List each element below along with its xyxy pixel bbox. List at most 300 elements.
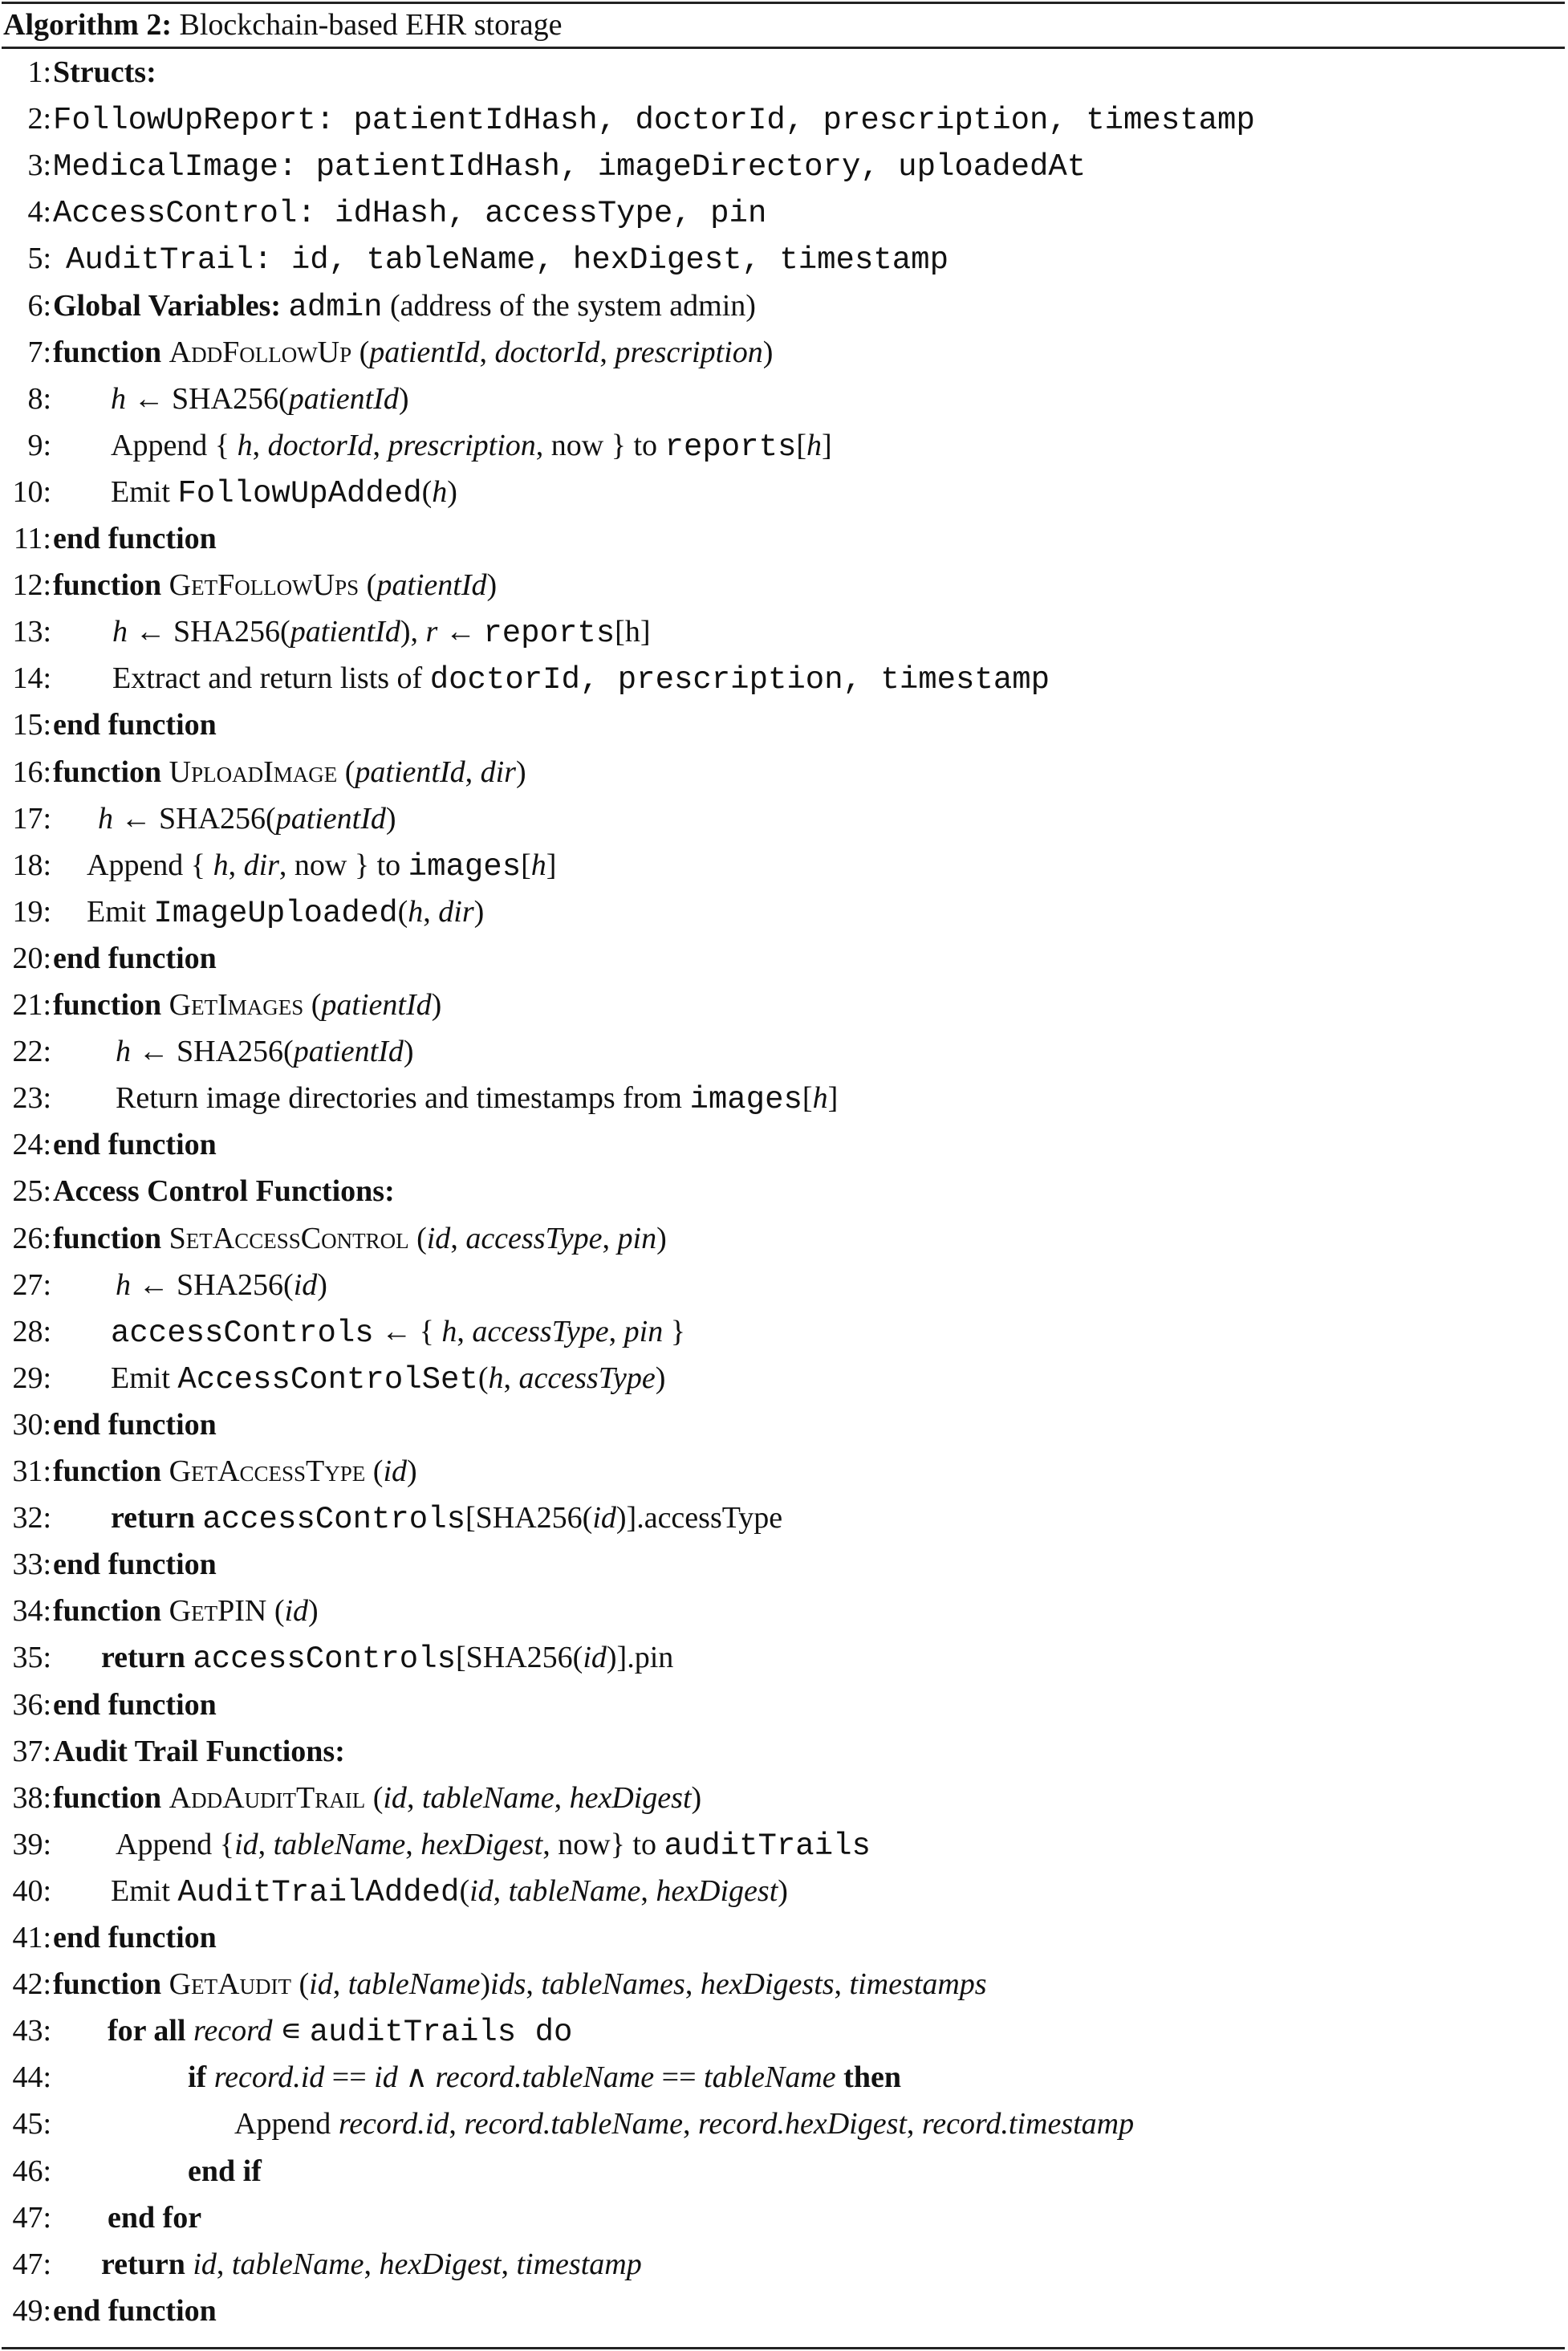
code-token: return bbox=[101, 2247, 193, 2281]
line-number: 40: bbox=[12, 1873, 51, 1908]
code-token: ∧ bbox=[397, 2060, 436, 2095]
code-token: function bbox=[53, 755, 169, 789]
code-token: tableName bbox=[273, 1827, 406, 1861]
code-token: patientId bbox=[376, 568, 487, 603]
code-token: accessControls bbox=[111, 1315, 374, 1351]
line-code bbox=[53, 1168, 395, 1214]
code-token: record.tableName bbox=[435, 2060, 655, 2095]
line-code bbox=[53, 96, 1255, 144]
line-code bbox=[234, 2101, 1134, 2147]
line-number: 15: bbox=[12, 708, 51, 742]
code-token: ) bbox=[431, 988, 442, 1022]
code-token: ) bbox=[385, 801, 396, 836]
code-token: accessType bbox=[465, 1221, 603, 1255]
line-number: 21: bbox=[12, 988, 51, 1022]
line-code bbox=[53, 515, 217, 562]
code-token: ) bbox=[691, 1780, 702, 1815]
code-token: , bbox=[465, 755, 481, 789]
code-token: , bbox=[501, 2247, 517, 2281]
code-token: ] bbox=[827, 1081, 839, 1116]
code-token: FollowUpReport: patientIdHash, doctorId, prescription, timestamp bbox=[53, 103, 1255, 139]
code-token: Emit bbox=[111, 474, 178, 509]
code-token: ImageUploaded bbox=[153, 895, 398, 931]
code-token: GetAccessType bbox=[169, 1454, 366, 1488]
algorithm-title bbox=[3, 3, 563, 47]
code-token: ← { bbox=[373, 1314, 442, 1348]
code-token: end function bbox=[53, 522, 217, 555]
line-number: 43: bbox=[12, 2014, 51, 2048]
line-number: 37: bbox=[12, 1734, 51, 1768]
code-token: end function bbox=[53, 1548, 217, 1582]
code-token: images bbox=[408, 848, 522, 885]
code-token: ← SHA256( bbox=[128, 615, 290, 649]
code-token: timestamps bbox=[849, 1967, 987, 2002]
line-number: 9: bbox=[27, 428, 51, 462]
line-number: 46: bbox=[12, 2154, 51, 2188]
code-token: ( bbox=[351, 335, 370, 369]
code-token: ( bbox=[365, 1780, 384, 1815]
code-token: record.id bbox=[213, 2060, 325, 2095]
code-token: , bbox=[332, 1967, 348, 2002]
line-number: 49: bbox=[12, 2293, 51, 2328]
line-number: 34: bbox=[12, 1594, 51, 1629]
line-code bbox=[53, 1682, 217, 1728]
line-code bbox=[53, 1215, 667, 1262]
code-token: ( bbox=[266, 1594, 285, 1629]
code-token: doctorId bbox=[494, 335, 600, 369]
code-token: ) bbox=[515, 755, 526, 789]
code-token: end function bbox=[53, 2293, 217, 2328]
code-token: Emit bbox=[111, 1361, 178, 1395]
code-token: , bbox=[479, 335, 495, 369]
code-token: )].pin bbox=[606, 1641, 674, 1675]
code-token: [ bbox=[796, 428, 807, 462]
code-token: AuditTrail: id, tableName, hexDigest, timestamp bbox=[66, 242, 949, 279]
code-token: Return image directories and timestamps from bbox=[116, 1081, 690, 1116]
code-token: hexDigest bbox=[656, 1873, 778, 1908]
code-token: h bbox=[812, 1081, 828, 1116]
code-token: Append bbox=[234, 2107, 339, 2142]
code-token: ) bbox=[398, 381, 409, 416]
code-token: Extract and return lists of bbox=[112, 661, 430, 696]
code-token: , bbox=[450, 1221, 466, 1255]
line-code bbox=[53, 935, 217, 982]
code-token: , bbox=[599, 335, 615, 369]
code-token: , bbox=[228, 848, 244, 882]
line-code bbox=[66, 235, 949, 283]
line-number: 22: bbox=[12, 1035, 51, 1069]
line-number: 47: bbox=[12, 2247, 51, 2281]
line-code bbox=[53, 1121, 217, 1168]
code-token: h bbox=[111, 381, 126, 416]
code-token: AccessControl: idHash, accessType, pin bbox=[53, 196, 767, 232]
code-token: end function bbox=[53, 941, 217, 975]
line-code bbox=[112, 655, 1050, 703]
code-token: return bbox=[101, 1641, 193, 1675]
code-token: ) bbox=[317, 1267, 327, 1302]
code-token: GetPIN bbox=[169, 1594, 267, 1629]
line-code bbox=[53, 49, 156, 96]
code-token: id bbox=[583, 1641, 607, 1675]
code-token: , bbox=[554, 1780, 570, 1815]
code-token: record.timestamp bbox=[921, 2107, 1135, 2142]
code-token: accessType bbox=[472, 1314, 609, 1348]
code-token: ) bbox=[447, 474, 457, 509]
line-number: 2: bbox=[27, 102, 51, 136]
line-number: 10: bbox=[12, 474, 51, 509]
code-token: , bbox=[684, 1967, 701, 2002]
line-number: 1: bbox=[27, 55, 51, 89]
code-token: ← bbox=[437, 615, 484, 649]
line-code bbox=[87, 842, 556, 890]
code-token: [ bbox=[802, 1081, 813, 1116]
line-number: 18: bbox=[12, 848, 51, 882]
code-token: , bbox=[602, 1221, 618, 1255]
code-token: pin bbox=[617, 1221, 657, 1255]
code-token: function bbox=[53, 1454, 169, 1488]
code-token: AddFollowUp bbox=[169, 335, 352, 369]
line-number: 23: bbox=[12, 1081, 51, 1116]
code-token: Structs: bbox=[53, 55, 156, 89]
line-code bbox=[53, 329, 773, 376]
line-number: 41: bbox=[12, 1921, 51, 1954]
code-token: , bbox=[906, 2107, 922, 2142]
code-token: accessType bbox=[518, 1361, 656, 1395]
code-token: ) bbox=[656, 1221, 667, 1255]
code-token: (address of the system admin) bbox=[382, 288, 756, 323]
code-token: , now } to bbox=[535, 428, 665, 462]
line-number: 36: bbox=[12, 1687, 51, 1722]
code-token: function bbox=[53, 1221, 169, 1255]
line-code bbox=[53, 1961, 987, 2007]
line-number: 30: bbox=[12, 1407, 51, 1442]
line-code bbox=[53, 283, 756, 331]
code-token: hexDigests bbox=[700, 1967, 835, 2002]
code-token: , bbox=[423, 894, 439, 929]
bottom-rule bbox=[2, 2347, 1565, 2349]
code-token: , bbox=[405, 1827, 421, 1861]
line-code bbox=[101, 2241, 642, 2288]
code-token: id bbox=[469, 1873, 494, 1908]
code-token: ( bbox=[337, 755, 355, 789]
line-code bbox=[53, 1401, 217, 1448]
code-token: id bbox=[374, 2060, 398, 2095]
code-token: ) bbox=[762, 335, 774, 369]
line-number: 14: bbox=[12, 661, 51, 696]
line-number: 32: bbox=[12, 1501, 51, 1535]
line-code bbox=[111, 1495, 782, 1543]
line-number: 3: bbox=[27, 148, 51, 183]
code-token: h bbox=[213, 848, 229, 882]
line-code bbox=[53, 1448, 417, 1495]
line-number: 4: bbox=[27, 195, 51, 230]
line-code bbox=[53, 1775, 701, 1821]
code-token: ) bbox=[486, 568, 498, 603]
line-code bbox=[111, 1308, 685, 1357]
code-token: end function bbox=[53, 1128, 217, 1162]
code-token: hexDigest bbox=[569, 1780, 692, 1815]
code-token: end function bbox=[53, 708, 217, 742]
code-token: ), bbox=[400, 615, 426, 649]
code-token: auditTrails do bbox=[309, 2015, 573, 2051]
code-token: == bbox=[324, 2060, 375, 2095]
line-code bbox=[53, 562, 497, 608]
line-code bbox=[87, 889, 484, 937]
code-token: ( bbox=[291, 1967, 310, 2002]
line-code bbox=[116, 1821, 871, 1869]
line-code bbox=[53, 1588, 319, 1634]
code-token: hexDigest bbox=[379, 2247, 502, 2281]
code-token: tableName bbox=[347, 1967, 481, 2002]
code-token: , bbox=[608, 1314, 624, 1348]
code-token: AccessControlSet bbox=[177, 1361, 478, 1397]
code-token: Append { bbox=[87, 848, 213, 882]
code-token: prescription bbox=[388, 428, 536, 462]
code-token: id bbox=[309, 1967, 333, 2002]
code-token: , bbox=[406, 1780, 422, 1815]
code-token: AuditTrailAdded bbox=[177, 1874, 460, 1910]
code-token: GetFollowUps bbox=[169, 568, 360, 603]
line-code bbox=[116, 1075, 838, 1123]
code-token: function bbox=[53, 335, 169, 369]
line-number: 29: bbox=[12, 1361, 51, 1395]
code-token: id bbox=[592, 1501, 616, 1535]
code-token: patientId bbox=[275, 801, 386, 836]
code-token: ( bbox=[408, 1221, 427, 1255]
line-code bbox=[111, 1355, 665, 1403]
code-token: reports bbox=[483, 616, 615, 652]
line-code bbox=[53, 702, 217, 748]
code-token: , bbox=[372, 428, 388, 462]
code-token: , bbox=[216, 2247, 232, 2281]
code-token: Append { bbox=[111, 428, 238, 462]
code-token: function bbox=[53, 988, 169, 1022]
code-token: tableName bbox=[421, 1780, 554, 1815]
code-token: , bbox=[640, 1873, 656, 1908]
code-token: patientId bbox=[369, 335, 480, 369]
line-number: 19: bbox=[12, 894, 51, 929]
title-rule bbox=[2, 47, 1565, 49]
line-code bbox=[108, 2194, 201, 2241]
code-token: GetAudit bbox=[169, 1967, 291, 2002]
code-token: ← SHA256( bbox=[131, 1035, 294, 1069]
code-token: UploadImage bbox=[169, 755, 338, 789]
code-token: ( bbox=[477, 1361, 489, 1395]
line-code bbox=[108, 2007, 572, 2056]
code-token: h bbox=[488, 1361, 504, 1395]
code-token: dir bbox=[243, 848, 279, 882]
line-number: 27: bbox=[12, 1267, 51, 1302]
code-token: hexDigest bbox=[420, 1827, 543, 1861]
code-token: dir bbox=[438, 894, 474, 929]
code-token: patientId bbox=[355, 755, 465, 789]
line-number: 12: bbox=[12, 568, 51, 603]
code-token: ) bbox=[308, 1594, 319, 1629]
line-number: 39: bbox=[12, 1827, 51, 1861]
code-token: ( bbox=[421, 474, 433, 509]
code-token: , bbox=[682, 2107, 698, 2142]
line-number: 8: bbox=[27, 381, 51, 416]
code-token: ( bbox=[397, 894, 408, 929]
line-code bbox=[53, 189, 766, 237]
code-token: )].accessType bbox=[615, 1501, 783, 1535]
code-token: id bbox=[284, 1594, 309, 1629]
code-token: end function bbox=[53, 1921, 217, 1954]
code-token: h bbox=[237, 428, 253, 462]
line-code bbox=[98, 795, 396, 842]
code-token: ( bbox=[303, 988, 322, 1022]
line-number: 44: bbox=[12, 2060, 51, 2095]
line-number: 45: bbox=[12, 2107, 51, 2142]
code-token: , bbox=[364, 2247, 380, 2281]
code-token: , bbox=[252, 428, 268, 462]
code-token: tableName bbox=[231, 2247, 364, 2281]
code-token: , now } to bbox=[278, 848, 408, 882]
code-token: ) bbox=[480, 1967, 491, 2002]
line-number: 38: bbox=[12, 1780, 51, 1815]
code-token: FollowUpAdded bbox=[177, 475, 422, 511]
code-token: timestamp bbox=[516, 2247, 642, 2281]
code-token: id bbox=[383, 1780, 407, 1815]
line-number: 31: bbox=[12, 1454, 51, 1488]
code-token: record.hexDigest bbox=[697, 2107, 907, 2142]
code-token: [SHA256( bbox=[456, 1641, 583, 1675]
code-token: GetImages bbox=[169, 988, 304, 1022]
code-token: tableName bbox=[704, 2060, 836, 2095]
code-token: id bbox=[293, 1267, 318, 1302]
code-token: images bbox=[689, 1082, 802, 1118]
code-token: doctorId, prescription, timestamp bbox=[429, 662, 1050, 698]
line-code bbox=[53, 1728, 345, 1775]
line-number: 25: bbox=[12, 1174, 51, 1209]
code-token: h bbox=[98, 801, 113, 836]
code-token: end function bbox=[53, 1407, 217, 1442]
code-token: end function bbox=[53, 1687, 217, 1722]
code-token: Append { bbox=[116, 1827, 235, 1861]
code-token: function bbox=[53, 1780, 169, 1815]
code-token: h bbox=[112, 615, 128, 649]
line-code bbox=[53, 142, 1086, 190]
code-token: , bbox=[526, 1967, 542, 2002]
code-token: == bbox=[654, 2060, 705, 2095]
line-number: 13: bbox=[12, 615, 51, 649]
code-token: h bbox=[441, 1314, 457, 1348]
code-token: ) bbox=[655, 1361, 666, 1395]
code-token: Emit bbox=[87, 894, 154, 929]
code-token: ∊ bbox=[272, 2014, 310, 2048]
code-token: h bbox=[530, 848, 546, 882]
line-number: 42: bbox=[12, 1967, 51, 2002]
line-code bbox=[188, 2148, 262, 2194]
code-token: then bbox=[835, 2060, 901, 2095]
code-token: [ bbox=[521, 848, 531, 882]
line-code bbox=[111, 376, 409, 422]
line-number: 11: bbox=[13, 522, 51, 555]
line-code bbox=[111, 422, 832, 470]
code-token: [h] bbox=[615, 615, 651, 649]
code-token: r bbox=[425, 615, 438, 649]
code-token: accessControls bbox=[193, 1641, 456, 1678]
code-token: ] bbox=[546, 848, 557, 882]
code-token: ids bbox=[490, 1967, 526, 2002]
code-token: ← SHA256( bbox=[126, 381, 289, 416]
code-token: function bbox=[53, 1594, 169, 1629]
code-token: ← SHA256( bbox=[131, 1267, 294, 1302]
code-token: patientId bbox=[293, 1035, 404, 1069]
code-token: , bbox=[457, 1314, 473, 1348]
code-token: } bbox=[663, 1314, 685, 1348]
code-token: record.tableName bbox=[464, 2107, 683, 2142]
code-token: AddAuditTrail bbox=[169, 1780, 366, 1815]
code-token: SetAccessControl bbox=[169, 1221, 409, 1255]
code-token: dir bbox=[480, 755, 516, 789]
code-token: ] bbox=[822, 428, 832, 462]
code-token: , bbox=[449, 2107, 465, 2142]
code-token: ) bbox=[403, 1035, 414, 1069]
line-code bbox=[53, 749, 526, 795]
code-token: end for bbox=[108, 2200, 202, 2235]
code-token: patientId bbox=[288, 381, 399, 416]
code-token: h bbox=[116, 1035, 131, 1069]
code-token: accessControls bbox=[202, 1502, 465, 1538]
code-token: Access Control Functions: bbox=[53, 1174, 395, 1209]
code-token: doctorId bbox=[267, 428, 373, 462]
line-number: 17: bbox=[12, 801, 51, 836]
code-token: ( bbox=[365, 1454, 384, 1488]
line-code bbox=[53, 2288, 217, 2334]
code-token: tableNames bbox=[541, 1967, 685, 2002]
algorithm-caption: Blockchain-based EHR storage bbox=[179, 8, 563, 42]
line-number: 5: bbox=[27, 242, 51, 276]
code-token: id bbox=[234, 1827, 258, 1861]
algorithm-label: Algorithm 2: bbox=[3, 8, 173, 42]
code-token: reports bbox=[664, 429, 797, 465]
code-token: , bbox=[258, 1827, 274, 1861]
code-token: pin bbox=[624, 1314, 664, 1348]
code-token: h bbox=[408, 894, 424, 929]
code-token: , now} to bbox=[542, 1827, 664, 1861]
line-number: 24: bbox=[12, 1128, 51, 1162]
code-token: [SHA256( bbox=[465, 1501, 593, 1535]
line-code bbox=[112, 608, 650, 657]
line-number: 7: bbox=[27, 335, 51, 369]
code-token: , bbox=[503, 1361, 519, 1395]
code-token: h bbox=[806, 428, 823, 462]
code-token: MedicalImage: patientIdHash, imageDirectory, uploadedAt bbox=[53, 149, 1087, 185]
code-token: prescription bbox=[615, 335, 763, 369]
code-token: h bbox=[116, 1267, 131, 1302]
code-token: ( bbox=[359, 568, 377, 603]
line-code bbox=[53, 982, 441, 1028]
code-token: ← SHA256( bbox=[113, 801, 276, 836]
line-number: 28: bbox=[12, 1314, 51, 1348]
code-token: Audit Trail Functions: bbox=[53, 1734, 345, 1768]
code-token: tableName bbox=[508, 1873, 641, 1908]
code-token: , bbox=[493, 1873, 509, 1908]
line-code bbox=[116, 1028, 414, 1075]
line-number: 6: bbox=[27, 288, 51, 323]
line-number: 20: bbox=[12, 941, 51, 975]
code-token: ) bbox=[778, 1873, 788, 1908]
code-token: admin bbox=[288, 289, 383, 325]
line-code bbox=[111, 469, 457, 517]
code-token: ( bbox=[459, 1873, 470, 1908]
code-token: id bbox=[193, 2247, 217, 2281]
code-token: patientId bbox=[290, 615, 400, 649]
line-code bbox=[116, 1262, 327, 1308]
code-token: function bbox=[53, 568, 169, 603]
code-token: Global Variables: bbox=[53, 288, 289, 323]
